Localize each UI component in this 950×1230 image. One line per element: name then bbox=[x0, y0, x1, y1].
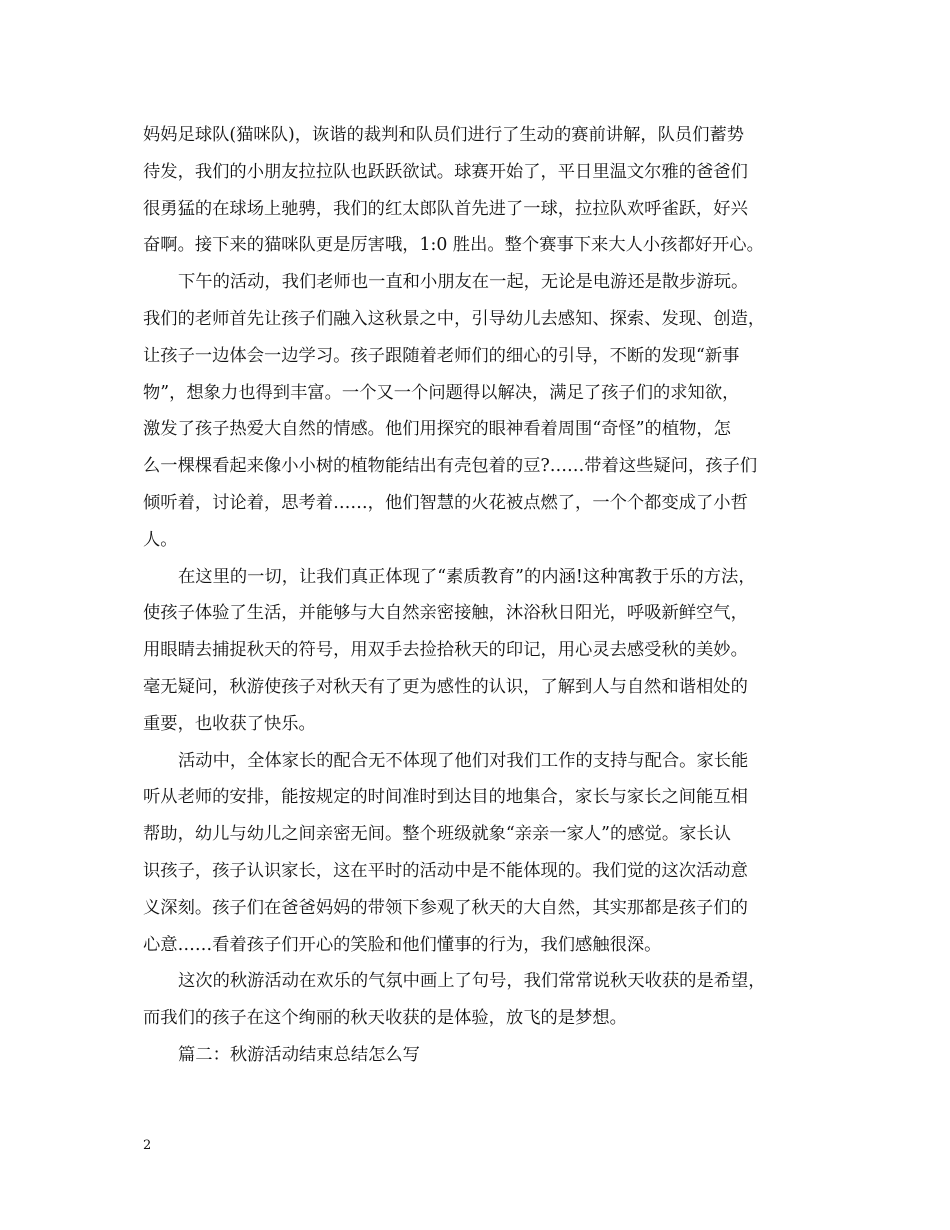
text-line: 义深刻。孩子们在爸爸妈妈的带领下参观了秋天的大自然，其实那都是孩子们的 bbox=[143, 897, 748, 918]
text-line: 使孩子体验了生活，并能够与大自然亲密接触，沐浴秋日阳光，呼吸新鲜空气， bbox=[143, 603, 748, 624]
text-line: 帮助，幼儿与幼儿之间亲密无间。整个班级就象“亲亲一家人”的感觉。家长认 bbox=[143, 824, 731, 845]
text-line: 识孩子，孩子认识家长，这在平时的活动中是不能体现的。我们觉的这次活动意 bbox=[143, 860, 748, 881]
text-line: 激发了孩子热爱大自然的情感。他们用探究的眼神看着周围“奇怪”的植物，怎 bbox=[143, 419, 731, 440]
text-line: 重要，也收获了快乐。 bbox=[143, 713, 316, 734]
text-line: 奋啊。接下来的猫咪队更是厉害哦，1:0 胜出。整个赛事下来大人小孩都好开心。 bbox=[143, 235, 764, 256]
text-line: 而我们的孩子在这个绚丽的秋天收获的是体验，放飞的是梦想。 bbox=[143, 1008, 627, 1029]
text-line: 让孩子一边体会一边学习。孩子跟随着老师们的细心的引导，不断的发现“新事 bbox=[143, 345, 740, 366]
text-line: 活动中，全体家长的配合无不体现了他们对我们工作的支持与配合。家长能 bbox=[178, 750, 749, 771]
page-number: 2 bbox=[143, 1138, 152, 1153]
body-text bbox=[143, 117, 813, 1074]
text-line: 篇二：秋游活动结束总结怎么写 bbox=[178, 1044, 420, 1065]
text-line: 在这里的一切，让我们真正体现了“素质教育”的内涵!这种寓教于乐的方法， bbox=[178, 566, 756, 587]
text-line: 用眼睛去捕捉秋天的符号，用双手去捡拾秋天的印记，用心灵去感受秋的美妙。 bbox=[143, 640, 748, 661]
text-line: 这次的秋游活动在欢乐的气氛中画上了句号，我们常常说秋天收获的是希望， bbox=[178, 971, 766, 992]
text-line: 倾听着，讨论着，思考着……，他们智慧的火花被点燃了，一个个都变成了小哲 bbox=[143, 492, 748, 513]
text-line: 毫无疑问，秋游使孩子对秋天有了更为感性的认识，了解到人与自然和谐相处的 bbox=[143, 676, 748, 697]
text-line: 妈妈足球队(猫咪队)，诙谐的裁判和队员们进行了生动的赛前讲解，队员们蓄势 bbox=[143, 125, 745, 145]
text-line: 心意……看着孩子们开心的笑脸和他们懂事的行为，我们感触很深。 bbox=[143, 934, 662, 955]
text-line: 待发，我们的小朋友拉拉队也跃跃欲试。球赛开始了，平日里温文尔雅的爸爸们 bbox=[143, 161, 748, 182]
text-line: 我们的老师首先让孩子们融入这秋景之中，引导幼儿去感知、探索、发现、创造， bbox=[143, 308, 766, 329]
text-line: 物”，想象力也得到丰富。一个又一个问题得以解决，满足了孩子们的求知欲， bbox=[143, 382, 740, 403]
text-line: 听从老师的安排，能按规定的时间准时到达目的地集合，家长与家长之间能互相 bbox=[143, 787, 748, 808]
text-line: 下午的活动，我们老师也一直和小朋友在一起，无论是电游还是散步游玩。 bbox=[178, 272, 749, 293]
text-line: 人。 bbox=[143, 529, 178, 550]
text-line: 很勇猛的在球场上驰骋，我们的红太郎队首先进了一球，拉拉队欢呼雀跃，好兴 bbox=[143, 198, 748, 219]
text-line: 么一棵棵看起来像小小树的植物能结出有壳包着的豆?……带着这些疑问，孩子们 bbox=[143, 456, 758, 477]
